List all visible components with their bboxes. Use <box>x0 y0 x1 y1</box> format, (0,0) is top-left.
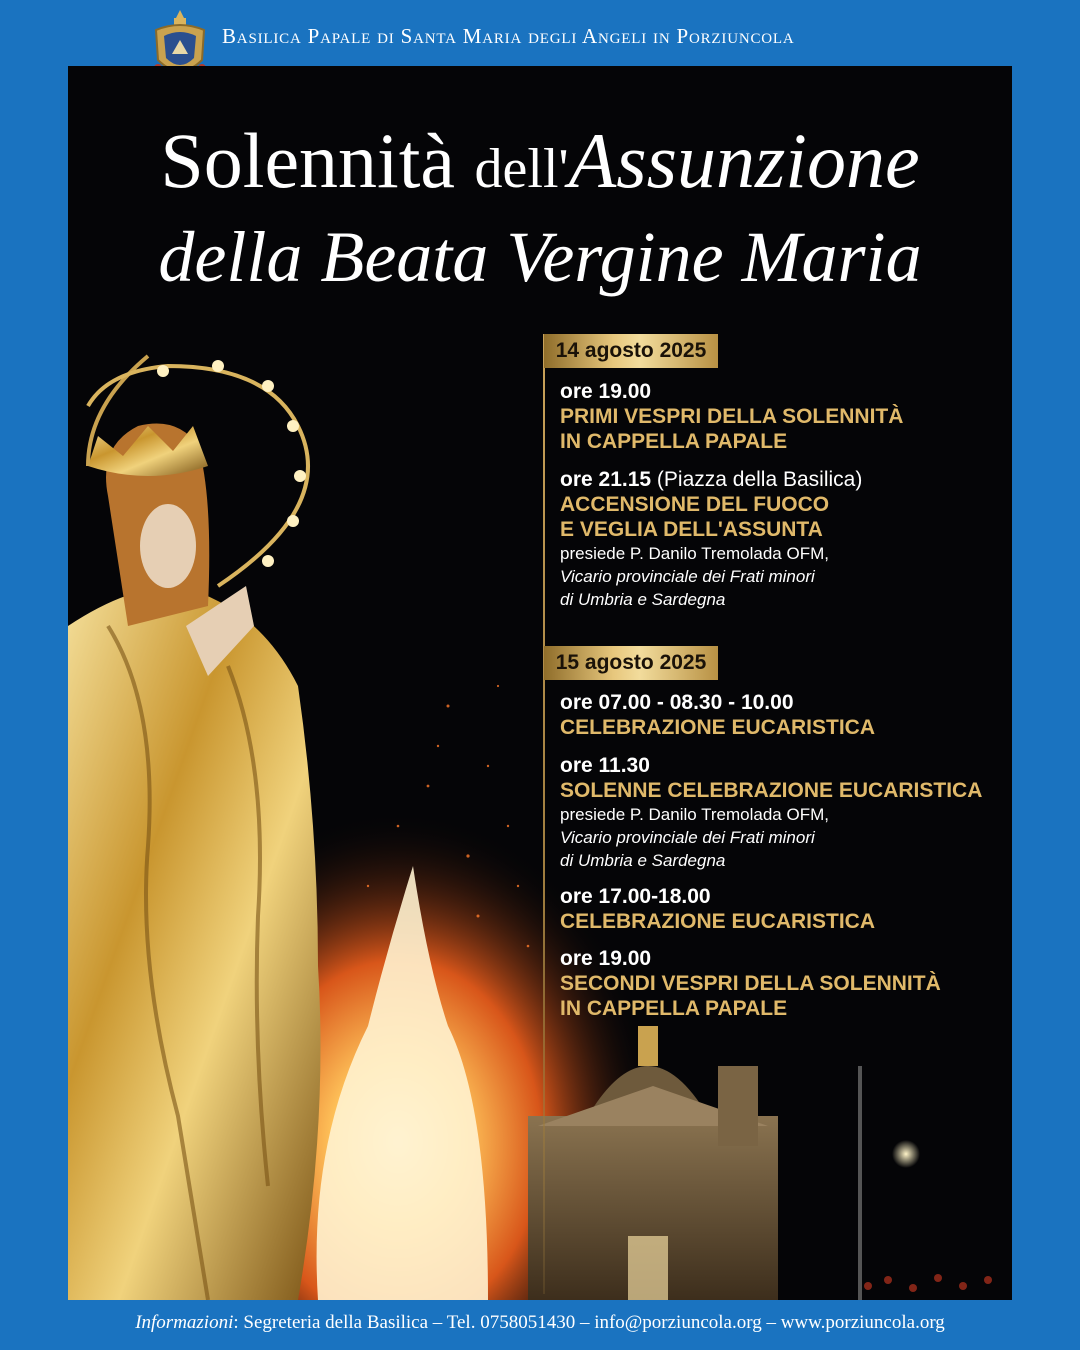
event-time: ore 07.00 - 08.30 - 10.00 <box>560 691 794 714</box>
title-line-1 <box>68 116 1012 206</box>
event-time-row <box>560 467 1000 492</box>
event-day1-1 <box>560 379 1000 454</box>
event-title-line: ACCENSIONE DEL FUOCO <box>560 493 830 516</box>
event-presider: presiede P. Danilo Tremolada OFM, <box>560 805 829 824</box>
event-location: (Piazza della Basilica) <box>651 468 863 491</box>
event-presider-role: Vicario provinciale dei Frati minori <box>560 567 815 586</box>
event-day2-2 <box>560 753 1000 872</box>
title-line-2: della Beata Vergine Maria <box>158 217 922 297</box>
event-title-line: SOLENNE CELEBRAZIONE EUCARISTICA <box>560 779 983 802</box>
event-title-line: SECONDI VESPRI DELLA SOLENNITÀ <box>560 972 941 995</box>
event-title-line: E VEGLIA DELL'ASSUNTA <box>560 518 823 541</box>
madonna-statue <box>68 356 321 1300</box>
poster <box>68 66 1012 1300</box>
title-word-assunzione: Assunzione <box>568 117 920 204</box>
event-title-line: CELEBRAZIONE EUCARISTICA <box>560 716 876 739</box>
event-time: ore 17.00-18.00 <box>560 885 711 908</box>
footer-label: Informazioni <box>135 1312 234 1333</box>
street-lamp <box>892 1140 920 1168</box>
event-time: ore 11.30 <box>560 754 650 777</box>
date-badge-day-1: 14 agosto 2025 <box>544 334 718 368</box>
title-word-dell: dell' <box>474 138 569 200</box>
crowd <box>864 1274 992 1292</box>
event-title-line: PRIMI VESPRI DELLA SOLENNITÀ <box>560 405 904 428</box>
event-title-line: IN CAPPELLA PAPALE <box>560 997 788 1020</box>
event-time: ore 19.00 <box>560 947 652 970</box>
event-day2-4 <box>560 946 1000 1021</box>
header-band <box>0 0 1080 66</box>
event-day2-3 <box>560 884 1000 934</box>
event-time: ore 19.00 <box>560 380 652 403</box>
program-divider <box>543 334 545 1294</box>
event-title-line: IN CAPPELLA PAPALE <box>560 430 788 453</box>
event-day1-2 <box>560 467 1000 611</box>
title-word-solennita: Solennità <box>160 117 456 204</box>
event-presider-role: di Umbria e Sardegna <box>560 590 726 609</box>
event-presider-role: di Umbria e Sardegna <box>560 851 726 870</box>
header-title: Basilica Papale di Santa Maria degli Angeli in Porziuncola <box>222 24 795 48</box>
event-time: ore 21.15 <box>560 468 652 491</box>
event-title-line: CELEBRAZIONE EUCARISTICA <box>560 910 876 933</box>
footer-contacts: : Segreteria della Basilica – Tel. 0758051430 – info@porziuncola.org – www.porziuncola.org <box>233 1312 945 1333</box>
event-day2-1 <box>560 690 1000 740</box>
event-presider: presiede P. Danilo Tremolada OFM, <box>560 544 829 563</box>
event-presider-role: Vicario provinciale dei Frati minori <box>560 828 815 847</box>
footer-info <box>0 1300 1080 1350</box>
date-badge-day-2: 15 agosto 2025 <box>544 646 718 680</box>
